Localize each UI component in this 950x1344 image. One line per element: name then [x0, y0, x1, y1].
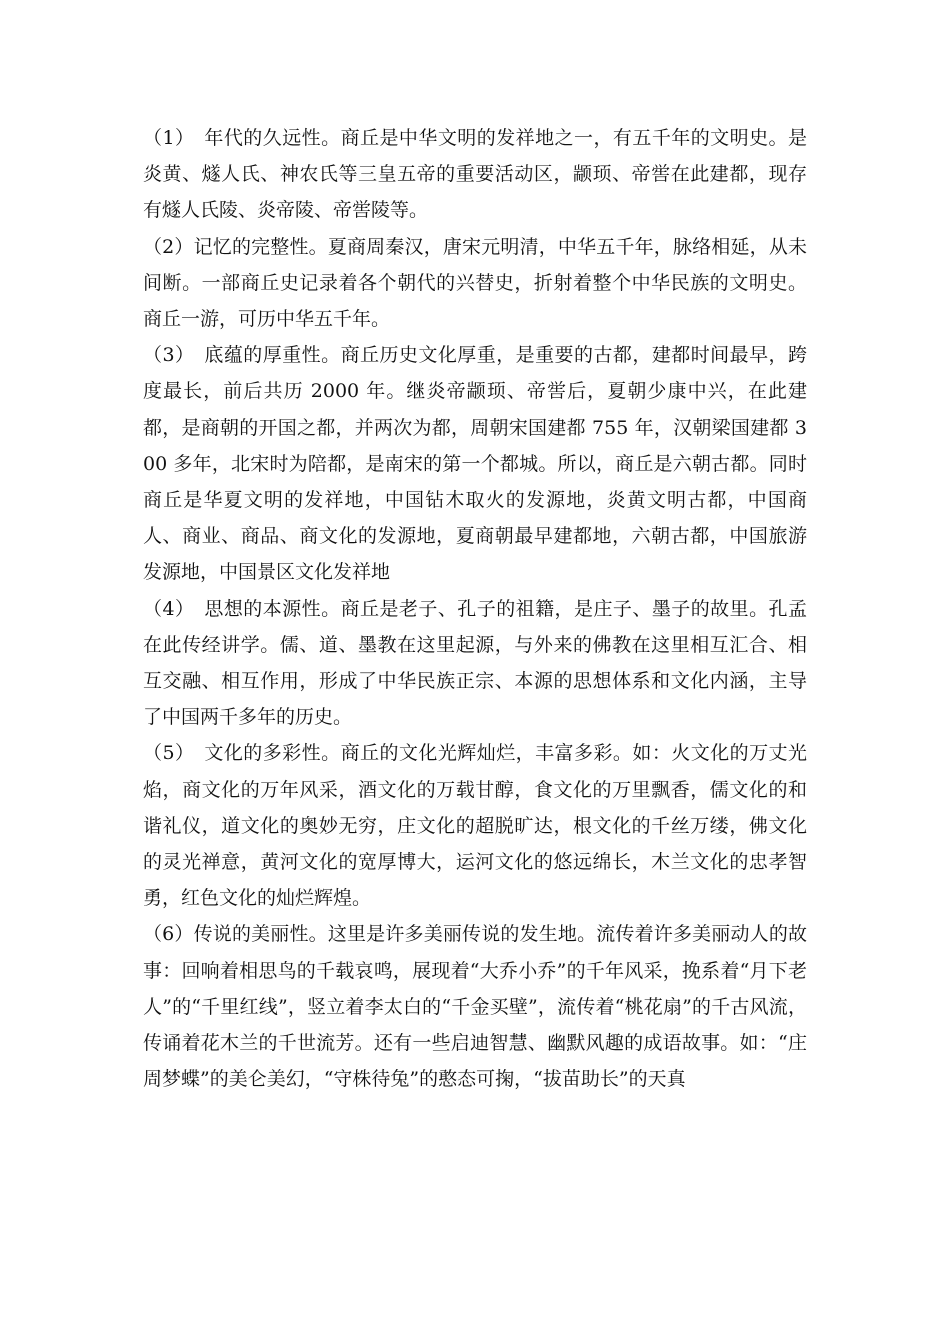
- paragraph-4: （4） 思想的本源性。商丘是老子、孔子的祖籍，是庄子、墨子的故里。孔孟在此传经讲学。儒、道、墨教在这里起源，与外来的佛教在这里相互汇合、相互交融、相互作用，形成了中华民族正宗、本源的思想体系和文化内涵，主导了中国两千多年的历史。: [143, 597, 807, 729]
- paragraph-3: （3） 底蕴的厚重性。商丘历史文化厚重，是重要的古都，建都时间最早，跨度最长，前后共历 2000 年。继炎帝颛顼、帝喾后，夏朝少康中兴，在此建都，是商朝的开国之都，并两次为都，周朝宋国建都 755 年，汉朝梁国建都 300 多年，北宋时为陪都，是南宋的第一个都城。所以，商丘是六朝古都。同时商丘是华夏文明的发祥地，中国钻木取火的发源地，炎黄文明古都，中国商人、商业、商品、商文化的发源地，夏商朝最早建都地，六朝古都，中国旅游发源地，中国景区文化发祥地: [143, 344, 807, 584]
- paragraph-6: （6）传说的美丽性。这里是许多美丽传说的发生地。流传着许多美丽动人的故事：回响着相思鸟的千载哀鸣，展现着“大乔小乔”的千年风采，挽系着“月下老人”的“千里红线”，竖立着李太白的“千金买壁”，流传着“桃花扇”的千古风流，传诵着花木兰的千世流芳。还有一些启迪智慧、幽默风趣的成语故事。如：“庄周梦蝶”的美仑美幻，“守株待兔”的憨态可掬，“拔苗助长”的天真: [143, 923, 807, 1091]
- paragraph-2: （2）记忆的完整性。夏商周秦汉，唐宋元明清，中华五千年，脉络相延，从未间断。一部商丘史记录着各个朝代的兴替史，折射着整个中华民族的文明史。商丘一游，可历中华五千年。: [143, 235, 807, 331]
- paragraph-5: （5） 文化的多彩性。商丘的文化光辉灿烂，丰富多彩。如：火文化的万丈光焰，商文化的万年风采，酒文化的万载甘醇，食文化的万里飘香，儒文化的和谐礼仪，道文化的奥妙无穷，庄文化的超脱旷达，根文化的千丝万缕，佛文化的灵光禅意，黄河文化的宽厚博大，运河文化的悠远绵长，木兰文化的忠孝智勇，红色文化的灿烂辉煌。: [143, 742, 807, 910]
- paragraph-1: （1） 年代的久远性。商丘是中华文明的发祥地之一，有五千年的文明史。是炎黄、燧人氏、神农氏等三皇五帝的重要活动区，颛顼、帝喾在此建都，现存有燧人氏陵、炎帝陵、帝喾陵等。: [143, 127, 807, 222]
- document-body: [143, 120, 807, 1097]
